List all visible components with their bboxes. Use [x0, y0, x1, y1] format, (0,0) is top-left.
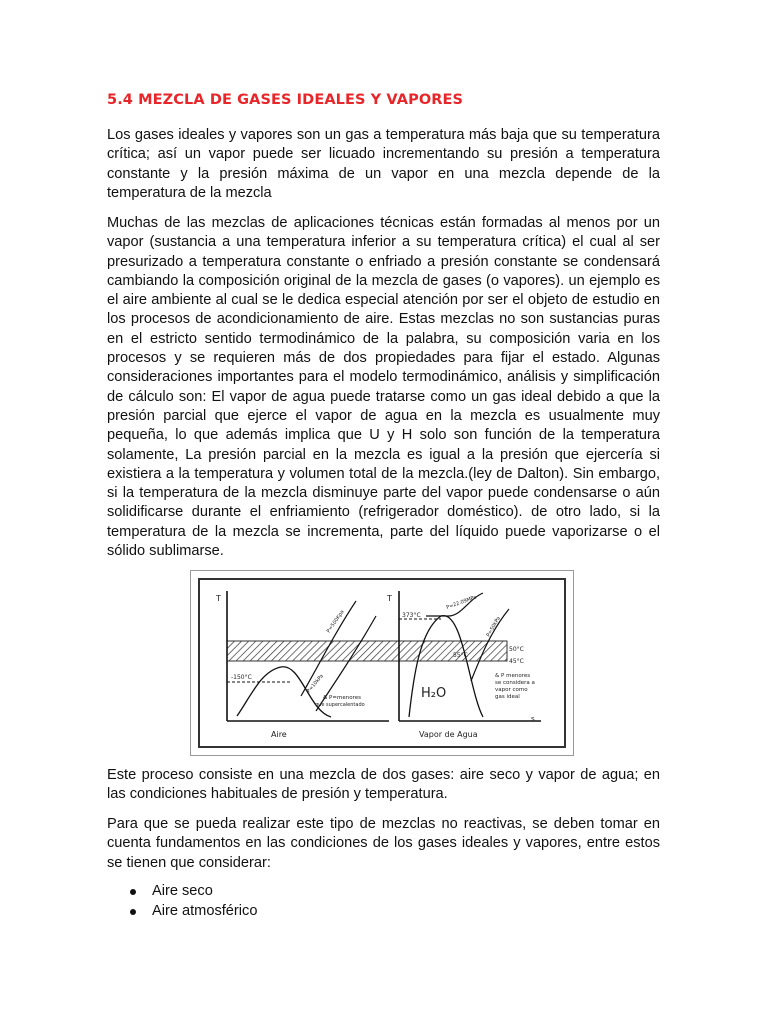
list-item — [107, 902, 257, 922]
paragraph-process: Este proceso consiste en una mezcla de dos gases: aire seco y vapor de agua; en las condiciones habituales de presión y temperatura. — [107, 767, 660, 803]
list-item-label: Aire seco — [152, 883, 213, 899]
right-label-5: 45°C — [509, 658, 524, 665]
right-label-1: P=22.09MPa — [445, 594, 478, 611]
right-label-4: 50°C — [509, 646, 524, 653]
right-label-7: se considera a — [495, 680, 535, 686]
left-label-4: que supercalentado — [315, 702, 365, 708]
right-label-9: gas ideal — [495, 694, 520, 700]
paragraph-mixtures: Muchas de las mezclas de aplicaciones técnicas están formadas al menos por un vapor (sustancia a una temperatura inferior a su temperatura crítica) el cual al ser presurizado a temperatura constante o enfriado a presión constante se condensará cambiando la composición original de la mezcla de gases (o vapores). un ejemplo es el aire ambiente al cual se le dedica especial atención por ser el objeto de estudio en los procesos de acondicionamiento de aire. Estas mezclas no son sustancias puras en el estricto sentido termodinámico de la palabra, su composición varia en los procesos y se requieren más de dos propiedades para fijar el estado. Algunas consideraciones importantes para el modelo termodinámico, análisis y simplificación de cálculo son: El vapor de agua puede tratarse como un gas ideal debido a que la presión parcial que ejerce el vapor de agua en la mezcla es usualmente muy pequeña, lo que además implica que U y H solo son función de la temperatura solamente, La presión parcial en la mezcla es igual a la presión que ejercería si existiera a la temperatura y volumen total de la mezcla.(ley de Dalton). Sin embargo, si la temperatura de la mezcla disminuye parte del vapor puede condensarse o aún solidificarse durante el enfriamiento (refrigerador doméstico). de otro lado, si la temperatura de la mezcla se incrementa, parte del líquido puede vaporizarse o el sólido sublimarse. — [107, 215, 660, 560]
bullet-icon — [130, 909, 136, 915]
left-label-2: P≈10kPa — [305, 673, 325, 695]
bullet-icon — [130, 889, 136, 895]
right-label-3: 55°C — [453, 652, 468, 659]
right-caption: Vapor de Agua — [419, 730, 478, 739]
section-heading: 5.4 MEZCLA DE GASES IDEALES Y VAPORES — [107, 92, 464, 108]
right-label-6: & P menores — [495, 673, 531, 679]
left-label-0: -150°C — [231, 674, 252, 681]
right-substance-label: H₂O — [421, 686, 447, 701]
left-label-3: & P=menores — [323, 695, 361, 701]
right-axis-t-label: T — [387, 594, 392, 603]
right-label-0: 373°C — [402, 612, 421, 619]
left-axis-t-label: T — [216, 594, 221, 603]
left-caption: Aire — [271, 730, 287, 739]
paragraph-intro: Los gases ideales y vapores son un gas a temperatura más baja que su temperatura crítica; así un vapor puede ser licuado incrementando su presión a temperatura constante y la presión máxima de un vapor en una mezcla depende de la temperatura de la mezcla — [107, 127, 660, 201]
left-label-1: P≈500Kpa — [325, 609, 346, 635]
bullet-list — [107, 882, 257, 921]
right-axis-s-label: s — [531, 715, 535, 723]
paragraph-conditions: Para que se pueda realizar este tipo de mezclas no reactivas, se deben tomar en cuenta fundamentos en las condiciones de los gases ideales y vapores, entre estos se tienen que considerar: — [107, 816, 660, 871]
right-label-2: P=50kPa — [485, 615, 502, 638]
right-label-8: vapor como — [495, 687, 528, 693]
list-item-label: Aire atmosférico — [152, 902, 258, 919]
list-item — [107, 882, 257, 902]
ts-diagram-figure — [190, 570, 574, 756]
